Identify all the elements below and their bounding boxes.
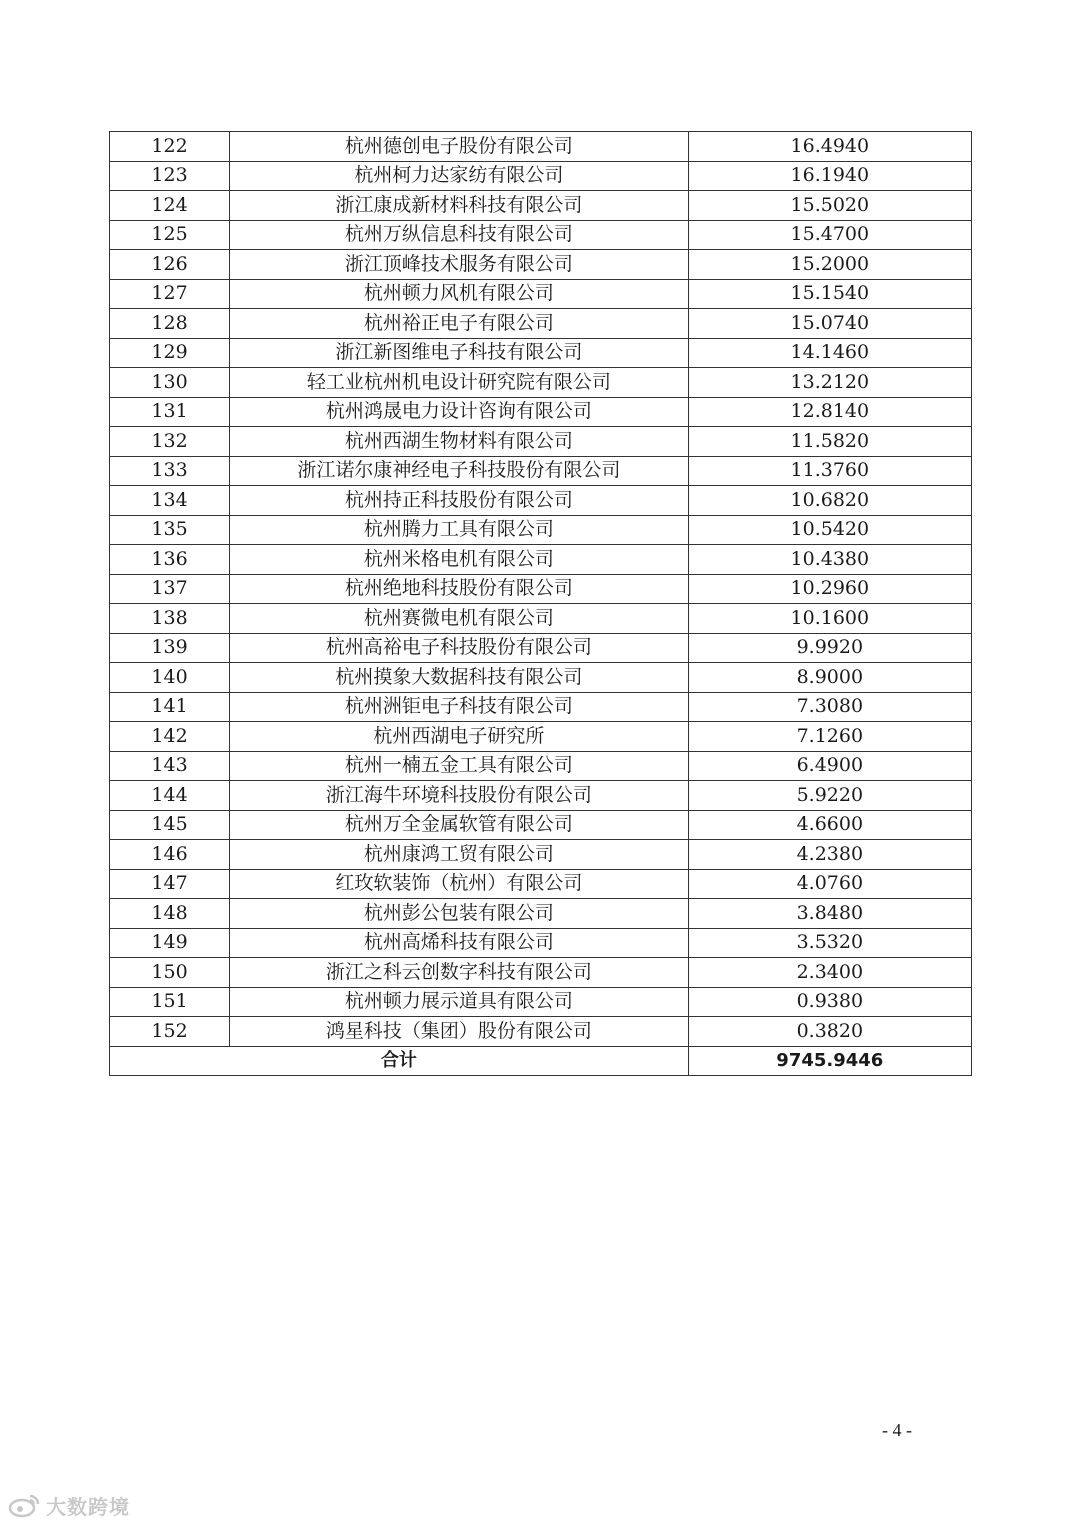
company-name-cell: 杭州康鸿工贸有限公司 xyxy=(230,840,689,870)
row-number-cell: 146 xyxy=(110,840,230,870)
row-number-cell: 141 xyxy=(110,692,230,722)
row-number-cell: 124 xyxy=(110,191,230,221)
total-value: 9745.9446 xyxy=(688,1046,971,1076)
company-name-cell: 杭州西湖电子研究所 xyxy=(230,722,689,752)
value-cell: 3.5320 xyxy=(688,928,971,958)
row-number-cell: 136 xyxy=(110,545,230,575)
value-cell: 10.2960 xyxy=(688,574,971,604)
table-row xyxy=(110,899,972,929)
table-row xyxy=(110,486,972,516)
table-row xyxy=(110,781,972,811)
row-number-cell: 135 xyxy=(110,515,230,545)
table-row xyxy=(110,958,972,988)
row-number-cell: 126 xyxy=(110,250,230,280)
value-cell: 8.9000 xyxy=(688,663,971,693)
value-cell: 5.9220 xyxy=(688,781,971,811)
value-cell: 15.2000 xyxy=(688,250,971,280)
value-cell: 4.2380 xyxy=(688,840,971,870)
table-row xyxy=(110,515,972,545)
company-name-cell: 轻工业杭州机电设计研究院有限公司 xyxy=(230,368,689,398)
company-name-cell: 杭州绝地科技股份有限公司 xyxy=(230,574,689,604)
table-row xyxy=(110,574,972,604)
company-name-cell: 杭州德创电子股份有限公司 xyxy=(230,132,689,162)
row-number-cell: 127 xyxy=(110,279,230,309)
table-row xyxy=(110,456,972,486)
table-row xyxy=(110,427,972,457)
company-name-cell: 杭州高裕电子科技股份有限公司 xyxy=(230,633,689,663)
value-cell: 10.1600 xyxy=(688,604,971,634)
row-number-cell: 138 xyxy=(110,604,230,634)
value-cell: 15.5020 xyxy=(688,191,971,221)
value-cell: 10.4380 xyxy=(688,545,971,575)
value-cell: 3.8480 xyxy=(688,899,971,929)
table-row xyxy=(110,309,972,339)
company-name-cell: 浙江海牛环境科技股份有限公司 xyxy=(230,781,689,811)
company-name-cell: 浙江诺尔康神经电子科技股份有限公司 xyxy=(230,456,689,486)
table-row xyxy=(110,161,972,191)
table-row xyxy=(110,987,972,1017)
value-cell: 0.3820 xyxy=(688,1017,971,1047)
table-row xyxy=(110,633,972,663)
row-number-cell: 152 xyxy=(110,1017,230,1047)
value-cell: 15.1540 xyxy=(688,279,971,309)
value-cell: 16.1940 xyxy=(688,161,971,191)
company-name-cell: 杭州万全金属软管有限公司 xyxy=(230,810,689,840)
company-name-cell: 浙江之科云创数字科技有限公司 xyxy=(230,958,689,988)
row-number-cell: 151 xyxy=(110,987,230,1017)
watermark xyxy=(8,1490,130,1520)
company-name-cell: 杭州洲钜电子科技有限公司 xyxy=(230,692,689,722)
company-name-cell: 杭州腾力工具有限公司 xyxy=(230,515,689,545)
table-row xyxy=(110,840,972,870)
value-cell: 4.0760 xyxy=(688,869,971,899)
watermark-text: 大数跨境 xyxy=(46,1494,130,1519)
table-row xyxy=(110,397,972,427)
row-number-cell: 130 xyxy=(110,368,230,398)
row-number-cell: 128 xyxy=(110,309,230,339)
table-row xyxy=(110,191,972,221)
company-name-cell: 杭州万纵信息科技有限公司 xyxy=(230,220,689,250)
table-row xyxy=(110,338,972,368)
row-number-cell: 142 xyxy=(110,722,230,752)
value-cell: 0.9380 xyxy=(688,987,971,1017)
table-body xyxy=(110,132,972,1047)
company-name-cell: 鸿星科技（集团）股份有限公司 xyxy=(230,1017,689,1047)
table-row xyxy=(110,279,972,309)
row-number-cell: 144 xyxy=(110,781,230,811)
value-cell: 10.6820 xyxy=(688,486,971,516)
value-cell: 15.4700 xyxy=(688,220,971,250)
row-number-cell: 143 xyxy=(110,751,230,781)
company-name-cell: 杭州一楠五金工具有限公司 xyxy=(230,751,689,781)
value-cell: 12.8140 xyxy=(688,397,971,427)
table-row xyxy=(110,722,972,752)
table-row xyxy=(110,810,972,840)
company-name-cell: 杭州持正科技股份有限公司 xyxy=(230,486,689,516)
company-data-table xyxy=(109,131,972,1076)
table-row xyxy=(110,1017,972,1047)
row-number-cell: 134 xyxy=(110,486,230,516)
row-number-cell: 139 xyxy=(110,633,230,663)
company-name-cell: 杭州彭公包装有限公司 xyxy=(230,899,689,929)
row-number-cell: 149 xyxy=(110,928,230,958)
company-name-cell: 杭州柯力达家纺有限公司 xyxy=(230,161,689,191)
value-cell: 11.5820 xyxy=(688,427,971,457)
company-name-cell: 杭州顿力风机有限公司 xyxy=(230,279,689,309)
table-row xyxy=(110,132,972,162)
table-row xyxy=(110,928,972,958)
company-name-cell: 红玫软装饰（杭州）有限公司 xyxy=(230,869,689,899)
value-cell: 13.2120 xyxy=(688,368,971,398)
total-row xyxy=(110,1046,972,1076)
row-number-cell: 150 xyxy=(110,958,230,988)
value-cell: 2.3400 xyxy=(688,958,971,988)
value-cell: 9.9920 xyxy=(688,633,971,663)
row-number-cell: 137 xyxy=(110,574,230,604)
table-row xyxy=(110,663,972,693)
value-cell: 16.4940 xyxy=(688,132,971,162)
table-row xyxy=(110,604,972,634)
page-number: - 4 - xyxy=(882,1420,912,1440)
row-number-cell: 132 xyxy=(110,427,230,457)
table-row xyxy=(110,692,972,722)
row-number-cell: 123 xyxy=(110,161,230,191)
value-cell: 14.1460 xyxy=(688,338,971,368)
row-number-cell: 140 xyxy=(110,663,230,693)
company-name-cell: 浙江顶峰技术服务有限公司 xyxy=(230,250,689,280)
company-name-cell: 杭州高烯科技有限公司 xyxy=(230,928,689,958)
table-row xyxy=(110,250,972,280)
value-cell: 10.5420 xyxy=(688,515,971,545)
table-row xyxy=(110,545,972,575)
row-number-cell: 131 xyxy=(110,397,230,427)
table-row xyxy=(110,869,972,899)
row-number-cell: 133 xyxy=(110,456,230,486)
company-name-cell: 杭州西湖生物材料有限公司 xyxy=(230,427,689,457)
value-cell: 11.3760 xyxy=(688,456,971,486)
row-number-cell: 145 xyxy=(110,810,230,840)
row-number-cell: 148 xyxy=(110,899,230,929)
value-cell: 15.0740 xyxy=(688,309,971,339)
value-cell: 7.3080 xyxy=(688,692,971,722)
row-number-cell: 122 xyxy=(110,132,230,162)
company-name-cell: 杭州鸿晟电力设计咨询有限公司 xyxy=(230,397,689,427)
value-cell: 4.6600 xyxy=(688,810,971,840)
value-cell: 7.1260 xyxy=(688,722,971,752)
company-name-cell: 杭州摸象大数据科技有限公司 xyxy=(230,663,689,693)
company-name-cell: 杭州顿力展示道具有限公司 xyxy=(230,987,689,1017)
company-name-cell: 杭州赛微电机有限公司 xyxy=(230,604,689,634)
table-row xyxy=(110,220,972,250)
company-name-cell: 杭州米格电机有限公司 xyxy=(230,545,689,575)
total-label: 合计 xyxy=(110,1046,689,1076)
row-number-cell: 129 xyxy=(110,338,230,368)
company-name-cell: 杭州裕正电子有限公司 xyxy=(230,309,689,339)
row-number-cell: 147 xyxy=(110,869,230,899)
table-row xyxy=(110,368,972,398)
table-row xyxy=(110,751,972,781)
value-cell: 6.4900 xyxy=(688,751,971,781)
row-number-cell: 125 xyxy=(110,220,230,250)
weibo-logo-icon xyxy=(8,1492,42,1518)
company-name-cell: 浙江新图维电子科技有限公司 xyxy=(230,338,689,368)
company-name-cell: 浙江康成新材料科技有限公司 xyxy=(230,191,689,221)
